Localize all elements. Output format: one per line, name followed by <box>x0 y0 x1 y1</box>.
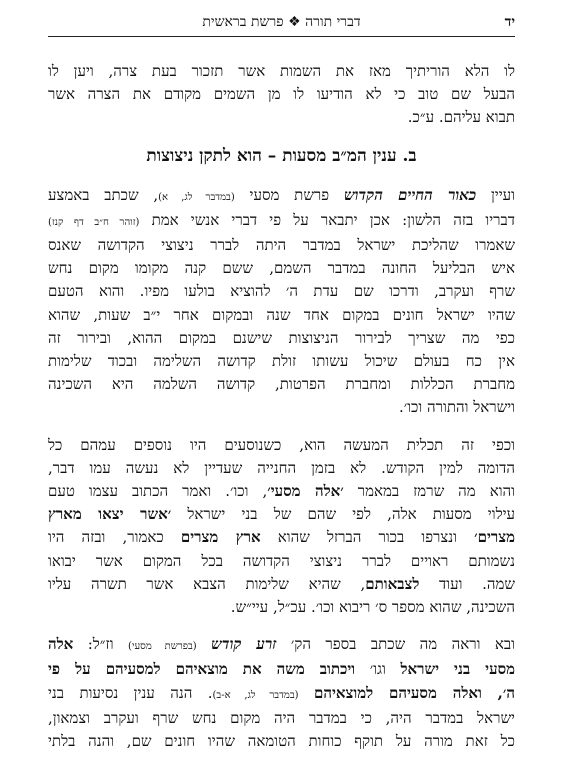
citation: (במדבר לג, א) <box>158 191 235 203</box>
text-line <box>48 480 515 503</box>
text-line: וכפי זה תכלית המעשה הוא, כשנוסעים היו נוספים עמהם כל <box>48 435 515 454</box>
quote: ׳אלה מסעי׳ <box>267 482 344 501</box>
text-run <box>299 684 314 702</box>
source-name: כאור החיים הקדוש <box>343 185 477 204</box>
source-name: זרע קודש <box>211 635 277 654</box>
quote: מצרים׳ <box>474 528 515 547</box>
paragraph-3 <box>48 633 515 753</box>
text-line: שהיו ישראל חונים במקום אחד שנה ובמקום אחר י״ב שעות, שהוא <box>48 305 515 324</box>
text-run: ובא וראה מה שכתב בספר הק׳ <box>276 635 515 654</box>
text-run <box>197 635 211 653</box>
text-run: , שהיא שלימות הצבא אשר תשרה עליו <box>48 574 366 593</box>
intro-paragraph <box>48 60 515 130</box>
running-header <box>48 14 515 37</box>
text-line <box>48 503 515 526</box>
text-line <box>48 209 515 234</box>
citation: (זוהר ח״ב דף קנז) <box>48 216 140 228</box>
text-run: כאמור, ובזה היו <box>48 528 181 547</box>
quote: ה׳, ואלה מסעיהם למוצאיהם <box>313 683 515 702</box>
text-line <box>48 633 515 658</box>
text-line: שרף ועקרב, ודרכו שם עדת ה׳ להוציא בולעו מפיו. והוא הטעם <box>48 282 515 301</box>
text-line: שאמרו שהליכת ישראל במדבר היתה לברר ניצוצי הקדושה שאנס <box>48 236 515 255</box>
text-run: והוא מה שרמז במאמר <box>343 482 515 501</box>
page-number: יד <box>504 14 515 30</box>
text-line: ישראל במדבר היה, כי במדבר היה מקום נחש שרף ועקרב וצמאון, <box>48 708 515 727</box>
quote: מסעי בני ישראל <box>400 660 515 679</box>
text-line: לו הלא הוריתיך מאז את השמות אשר תזכור בעת צרה, ויען לו <box>48 62 515 80</box>
quote: לצבאותם <box>365 574 420 593</box>
text-line: מחברת הכללות ומחברת הפרטות, קדושה השלמה היא השכינה <box>48 375 515 394</box>
citation: (במדבר לג, א-ב) <box>212 689 299 701</box>
text-run: פרשת מסעי <box>234 185 344 204</box>
header-title: דברי תורה ❖ פרשת בראשית <box>202 14 361 30</box>
quote: אלה <box>48 635 74 654</box>
paragraph-1 <box>48 184 515 420</box>
text-line <box>48 184 515 209</box>
text-line: תבוא עליהם. ע״כ. <box>407 108 515 127</box>
text-line: איש הבליעל החונה במדבר השמם, ששם קנה מקומו מקום נחש <box>48 259 515 278</box>
text-line: הדומה למין הקודש. לא בזמן החנייה שעדיין לא נעשה עמו דבר, <box>48 458 515 477</box>
text-line: אין כח בעולם שיכול עשותו זולת קדושה השלימה ובכוד שלימות <box>48 352 515 371</box>
text-run: . הנה ענין נסיעות בני <box>48 683 213 702</box>
text-run: וגו׳ <box>355 660 401 679</box>
text-line <box>48 658 515 681</box>
quote: ויכתוב משה את מוצאיהם למסעיהם על פי <box>48 660 356 679</box>
text-run: ועיין <box>476 185 515 204</box>
text-line: כל זאת מורה על תוקף כוחות הטומאה שהיו חונים שם, והנה בלתי <box>48 732 515 751</box>
quote: ׳אשר יצאו מארץ <box>48 505 172 524</box>
text-run: , וכו׳. ואמר הכתוב עצמו טעם <box>48 482 268 501</box>
document-body <box>48 60 515 767</box>
text-line: כפי מה שצריך לבירור הניצוצות שישנם במקום ההוא, ובירור זה <box>48 328 515 347</box>
text-line <box>48 526 515 549</box>
text-run: , שכתב באמצע <box>48 185 159 204</box>
quote: ארץ מצרים <box>180 528 261 547</box>
text-line <box>48 573 515 596</box>
section-title: ב. ענין המ״ב מסעות – הוא לתקן ניצוצות <box>146 145 417 166</box>
paragraph-2 <box>48 434 515 620</box>
text-run: ונצרפו בכור הברזל שהוא <box>260 528 475 547</box>
text-line: הבעל שם טוב כי לא הודיעו לו מן השמים מקודם את הצרה אשר <box>48 85 515 104</box>
text-line: וישראל והתורה וכו׳. <box>398 398 515 417</box>
text-run: עילוי מסעות אלה, לפי שהם של בני ישראל <box>171 505 515 524</box>
text-run: דבריו בזה הלשון: אכן יתבאר על פי דברי אנשי אמת <box>139 210 515 229</box>
text-run: שמה. ועוד <box>419 574 515 593</box>
text-line: השכינה, שהוא מספר ס׳ ריבוא וכו׳. עכ״ל, עיי״ש. <box>230 598 515 617</box>
text-line <box>48 682 515 707</box>
text-run: וז״ל: <box>73 635 128 654</box>
text-line: נשמותם ראויים לברר ניצוצי הקדושה בכל המקום אשר יבואו <box>48 551 515 570</box>
citation: (בפרשת מסעי) <box>127 641 197 653</box>
